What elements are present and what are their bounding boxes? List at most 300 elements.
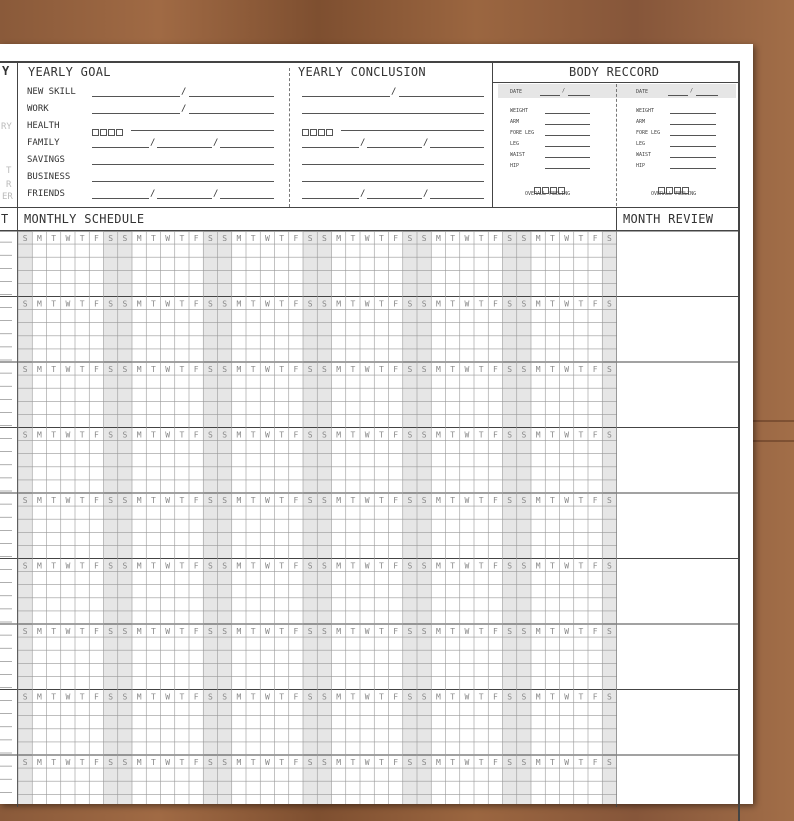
- day-letter: W: [364, 758, 370, 767]
- day-letter: W: [464, 234, 470, 243]
- day-letter: W: [65, 234, 71, 243]
- day-letter: S: [307, 758, 313, 767]
- day-letter: W: [364, 561, 370, 571]
- day-letter: W: [564, 234, 570, 243]
- day-letter: W: [65, 365, 71, 374]
- day-letter: T: [578, 234, 584, 243]
- day-letter: M: [336, 758, 342, 767]
- day-letter: T: [150, 234, 156, 243]
- day-letter: F: [592, 299, 598, 309]
- day-letter: M: [535, 299, 541, 309]
- day-letter: T: [279, 496, 285, 505]
- day-letter: F: [393, 561, 399, 571]
- day-letter: T: [79, 365, 85, 374]
- day-letter: T: [79, 430, 85, 440]
- day-letter: W: [364, 365, 370, 374]
- day-letter: S: [108, 299, 114, 309]
- yearly-goal-title: YEARLY GOAL: [28, 65, 111, 79]
- day-letter: S: [307, 561, 313, 571]
- day-letter: S: [507, 496, 513, 505]
- day-letter: W: [165, 561, 171, 571]
- day-letter: S: [521, 299, 527, 309]
- day-letter: T: [350, 692, 356, 702]
- day-letter: S: [122, 234, 128, 243]
- day-letter: M: [136, 627, 142, 636]
- day-letter: W: [364, 627, 370, 636]
- day-letter: M: [336, 627, 342, 636]
- day-letter: S: [108, 561, 114, 571]
- day-letter: T: [250, 234, 256, 243]
- day-letter: T: [478, 561, 484, 571]
- left-title-fragment: Y: [2, 64, 10, 78]
- day-letter: T: [450, 561, 456, 571]
- measure-arm: ARM: [510, 119, 520, 125]
- day-letter: T: [578, 692, 584, 702]
- day-letter: W: [564, 627, 570, 636]
- day-letter: T: [478, 234, 484, 243]
- day-letter: F: [492, 430, 498, 440]
- day-letter: W: [264, 234, 270, 243]
- day-letter: M: [236, 299, 242, 309]
- day-letter: M: [435, 234, 441, 243]
- day-letter: T: [450, 692, 456, 702]
- day-letter: T: [478, 496, 484, 505]
- date-sep: /: [562, 88, 566, 94]
- day-letter: T: [478, 365, 484, 374]
- day-letter: T: [549, 692, 555, 702]
- day-letter: M: [535, 365, 541, 374]
- day-letter: T: [79, 561, 85, 571]
- day-letter: M: [435, 627, 441, 636]
- day-letter: T: [378, 299, 384, 309]
- day-letter: T: [51, 692, 57, 702]
- day-letter: W: [364, 430, 370, 440]
- body-record-title: BODY RECCORD: [569, 65, 660, 79]
- day-letter: T: [578, 627, 584, 636]
- day-letter: T: [279, 758, 285, 767]
- day-letter: T: [549, 430, 555, 440]
- day-letter: S: [407, 561, 413, 571]
- day-letter: T: [478, 430, 484, 440]
- day-letter: S: [521, 561, 527, 571]
- day-letter: S: [122, 561, 128, 571]
- day-letter: F: [293, 234, 299, 243]
- day-letter: S: [22, 692, 28, 702]
- day-letter: T: [450, 496, 456, 505]
- goal-sep: /: [150, 189, 156, 199]
- overall-feeling-label: OVERALL FEELING: [525, 191, 571, 197]
- day-letter: T: [350, 430, 356, 440]
- day-letter: W: [364, 496, 370, 505]
- day-letter: M: [136, 234, 142, 243]
- day-letter: M: [535, 692, 541, 702]
- day-letter: F: [492, 496, 498, 505]
- day-letter: S: [407, 299, 413, 309]
- day-letter: T: [578, 365, 584, 374]
- day-letter: M: [435, 692, 441, 702]
- left-faint-fragment-3: R: [6, 180, 12, 190]
- conclusion-sep: /: [360, 138, 366, 148]
- day-letter: T: [51, 234, 57, 243]
- date-label: DATE: [636, 89, 649, 95]
- left-faint-fragment-1: RY: [1, 122, 12, 132]
- day-letter: T: [51, 627, 57, 636]
- day-letter: S: [407, 692, 413, 702]
- day-letter: W: [564, 365, 570, 374]
- day-letter: S: [108, 627, 114, 636]
- day-letter: M: [336, 561, 342, 571]
- day-letter: S: [321, 561, 327, 571]
- day-letter: T: [378, 496, 384, 505]
- day-letter: F: [293, 430, 299, 440]
- day-letter: F: [193, 234, 199, 243]
- date-label: DATE: [510, 89, 523, 95]
- measure-hip: HIP: [636, 163, 646, 169]
- day-letter: S: [321, 430, 327, 440]
- day-letter: M: [236, 234, 242, 243]
- day-letter: T: [549, 234, 555, 243]
- day-letter: F: [93, 561, 99, 571]
- day-letter: T: [478, 758, 484, 767]
- day-letter: S: [222, 365, 228, 374]
- day-letter: T: [51, 430, 57, 440]
- measure-leg: LEG: [636, 141, 646, 147]
- day-letter: T: [150, 365, 156, 374]
- day-letter: F: [193, 299, 199, 309]
- day-letter: W: [364, 234, 370, 243]
- day-letter: M: [36, 692, 42, 702]
- day-letter: S: [421, 692, 427, 702]
- day-letter: W: [165, 365, 171, 374]
- day-letter: T: [179, 758, 185, 767]
- goal-label-new-skill: NEW SKILL: [27, 87, 76, 97]
- goal-sep: /: [181, 87, 187, 97]
- day-letter: F: [592, 627, 598, 636]
- conclusion-sep: /: [423, 138, 429, 148]
- day-letter: W: [165, 627, 171, 636]
- date-sep: /: [690, 88, 694, 94]
- day-letter: F: [193, 430, 199, 440]
- day-letter: W: [264, 430, 270, 440]
- day-letter: S: [606, 758, 612, 767]
- day-letter: W: [564, 692, 570, 702]
- day-letter: T: [250, 561, 256, 571]
- day-letter: F: [93, 365, 99, 374]
- day-letter: S: [22, 758, 28, 767]
- day-letter: S: [108, 692, 114, 702]
- day-letter: T: [51, 365, 57, 374]
- day-letter: F: [293, 627, 299, 636]
- day-letter: T: [250, 365, 256, 374]
- day-letter: S: [108, 234, 114, 243]
- day-letter: F: [592, 496, 598, 505]
- day-letter: T: [79, 496, 85, 505]
- day-letter: M: [136, 430, 142, 440]
- day-letter: T: [350, 561, 356, 571]
- day-letter: F: [293, 561, 299, 571]
- day-letter: M: [236, 758, 242, 767]
- day-letter: M: [336, 692, 342, 702]
- day-letter: S: [22, 299, 28, 309]
- day-letter: T: [279, 234, 285, 243]
- day-letter: S: [122, 692, 128, 702]
- day-letter: S: [307, 692, 313, 702]
- day-letter: S: [507, 299, 513, 309]
- measure-leg: LEG: [510, 141, 520, 147]
- day-letter: M: [236, 627, 242, 636]
- day-letter: T: [179, 365, 185, 374]
- measure-hip: HIP: [510, 163, 520, 169]
- day-letter: F: [393, 430, 399, 440]
- day-letter: W: [165, 299, 171, 309]
- day-letter: S: [321, 365, 327, 374]
- goal-sep: /: [181, 104, 187, 114]
- day-letter: W: [564, 561, 570, 571]
- day-letter: T: [378, 430, 384, 440]
- day-letter: W: [165, 430, 171, 440]
- day-letter: W: [564, 496, 570, 505]
- day-letter: T: [350, 758, 356, 767]
- day-letter: F: [393, 365, 399, 374]
- day-letter: T: [350, 627, 356, 636]
- goal-sep: /: [213, 138, 219, 148]
- day-letter: F: [93, 430, 99, 440]
- day-letter: W: [364, 692, 370, 702]
- day-letter: M: [535, 234, 541, 243]
- day-letter: T: [150, 299, 156, 309]
- day-letter: S: [122, 627, 128, 636]
- day-letter: T: [79, 627, 85, 636]
- day-letter: S: [108, 430, 114, 440]
- goal-label-business: BUSINESS: [27, 172, 71, 182]
- day-letter: S: [521, 234, 527, 243]
- day-letter: T: [150, 692, 156, 702]
- day-letter: S: [207, 692, 213, 702]
- day-letter: W: [464, 692, 470, 702]
- goal-label-savings: SAVINGS: [27, 155, 65, 165]
- day-letter: M: [435, 430, 441, 440]
- day-letter: S: [321, 627, 327, 636]
- day-letter: F: [393, 234, 399, 243]
- day-letter: T: [51, 758, 57, 767]
- day-letter: T: [350, 365, 356, 374]
- planner-sheet: [0, 44, 753, 804]
- measure-fore-leg: FORE LEG: [636, 130, 661, 136]
- day-letter: T: [378, 758, 384, 767]
- day-letter: S: [207, 496, 213, 505]
- day-letter: S: [421, 496, 427, 505]
- day-letter: S: [321, 692, 327, 702]
- day-letter: F: [592, 365, 598, 374]
- day-letter: W: [264, 561, 270, 571]
- day-letter: W: [264, 299, 270, 309]
- day-letter: T: [450, 365, 456, 374]
- day-letter: S: [22, 365, 28, 374]
- day-letter: F: [393, 496, 399, 505]
- day-letter: W: [264, 365, 270, 374]
- day-letter: S: [108, 365, 114, 374]
- day-letter: S: [407, 496, 413, 505]
- day-letter: S: [222, 496, 228, 505]
- day-letter: W: [264, 692, 270, 702]
- day-letter: T: [179, 299, 185, 309]
- day-letter: S: [307, 365, 313, 374]
- day-letter: T: [549, 365, 555, 374]
- measure-waist: WAIST: [636, 152, 652, 158]
- day-letter: S: [521, 692, 527, 702]
- day-letter: M: [136, 692, 142, 702]
- day-letter: S: [407, 758, 413, 767]
- day-letter: M: [136, 299, 142, 309]
- day-letter: W: [464, 430, 470, 440]
- goal-sep: /: [213, 189, 219, 199]
- day-letter: T: [179, 234, 185, 243]
- day-letter: S: [421, 299, 427, 309]
- day-letter: W: [264, 758, 270, 767]
- day-letter: S: [222, 758, 228, 767]
- day-letter: F: [492, 234, 498, 243]
- day-letter: T: [250, 692, 256, 702]
- day-letter: W: [65, 561, 71, 571]
- day-letter: T: [279, 627, 285, 636]
- day-letter: S: [207, 627, 213, 636]
- day-letter: T: [578, 758, 584, 767]
- day-letter: S: [22, 234, 28, 243]
- day-letter: S: [606, 430, 612, 440]
- day-letter: F: [492, 692, 498, 702]
- day-letter: S: [421, 627, 427, 636]
- day-letter: F: [592, 758, 598, 767]
- day-letter: S: [122, 365, 128, 374]
- day-letter: T: [179, 692, 185, 702]
- day-letter: M: [435, 561, 441, 571]
- measure-weight: WEIGHT: [510, 108, 529, 114]
- day-letter: T: [79, 299, 85, 309]
- day-letter: W: [65, 299, 71, 309]
- day-letter: T: [179, 627, 185, 636]
- day-letter: S: [606, 234, 612, 243]
- day-letter: S: [307, 234, 313, 243]
- day-letter: S: [507, 561, 513, 571]
- day-letter: M: [136, 496, 142, 505]
- day-letter: S: [207, 561, 213, 571]
- day-letter: F: [492, 299, 498, 309]
- day-letter: T: [478, 299, 484, 309]
- day-letter: M: [236, 692, 242, 702]
- day-letter: S: [606, 692, 612, 702]
- day-letter: W: [564, 430, 570, 440]
- day-letter: M: [336, 299, 342, 309]
- day-letter: T: [79, 692, 85, 702]
- day-letter: M: [236, 496, 242, 505]
- day-letter: T: [350, 496, 356, 505]
- day-letter: S: [222, 234, 228, 243]
- day-letter: T: [250, 496, 256, 505]
- day-letter: F: [193, 758, 199, 767]
- day-letter: W: [65, 627, 71, 636]
- day-letter: S: [307, 299, 313, 309]
- day-letter: T: [150, 496, 156, 505]
- left-column-fragment: T: [1, 212, 9, 226]
- day-letter: M: [535, 430, 541, 440]
- day-letter: M: [136, 365, 142, 374]
- monthly-schedule-title: MONTHLY SCHEDULE: [24, 212, 145, 226]
- day-letter: S: [207, 299, 213, 309]
- day-letter: W: [165, 496, 171, 505]
- day-letter: F: [293, 692, 299, 702]
- day-letter: S: [321, 234, 327, 243]
- goal-label-family: FAMILY: [27, 138, 60, 148]
- day-letter: T: [279, 299, 285, 309]
- day-letter: M: [36, 430, 42, 440]
- day-letter: M: [336, 430, 342, 440]
- measure-weight: WEIGHT: [636, 108, 655, 114]
- day-letter: S: [108, 758, 114, 767]
- day-letter: F: [492, 365, 498, 374]
- day-letter: T: [578, 561, 584, 571]
- day-letter: T: [578, 299, 584, 309]
- day-letter: T: [179, 496, 185, 505]
- day-letter: W: [264, 496, 270, 505]
- day-letter: T: [450, 430, 456, 440]
- day-letter: S: [421, 234, 427, 243]
- day-letter: S: [122, 758, 128, 767]
- day-letter: S: [22, 496, 28, 505]
- day-letter: W: [264, 627, 270, 636]
- day-letter: F: [393, 692, 399, 702]
- day-letter: S: [521, 365, 527, 374]
- day-letter: T: [378, 365, 384, 374]
- day-letter: S: [321, 496, 327, 505]
- day-letter: S: [22, 627, 28, 636]
- day-letter: F: [393, 758, 399, 767]
- day-letter: M: [435, 758, 441, 767]
- day-letter: S: [207, 365, 213, 374]
- day-letter: W: [464, 365, 470, 374]
- day-letter: F: [93, 496, 99, 505]
- measure-arm: ARM: [636, 119, 646, 125]
- day-letter: F: [393, 627, 399, 636]
- day-letter: S: [521, 758, 527, 767]
- day-letter: S: [122, 299, 128, 309]
- day-letter: S: [321, 299, 327, 309]
- day-letter: T: [578, 496, 584, 505]
- day-letter: M: [236, 430, 242, 440]
- day-letter: F: [393, 299, 399, 309]
- day-letter: M: [236, 365, 242, 374]
- day-letter: S: [606, 365, 612, 374]
- day-letter: F: [592, 430, 598, 440]
- day-letter: W: [165, 234, 171, 243]
- day-letter: T: [378, 692, 384, 702]
- measure-waist: WAIST: [510, 152, 526, 158]
- day-letter: T: [549, 496, 555, 505]
- day-letter: T: [450, 758, 456, 767]
- day-letter: F: [193, 561, 199, 571]
- day-letter: S: [122, 430, 128, 440]
- conclusion-sep: /: [360, 189, 366, 199]
- day-letter: F: [93, 692, 99, 702]
- day-letter: S: [421, 758, 427, 767]
- day-letter: F: [592, 234, 598, 243]
- day-letter: S: [122, 496, 128, 505]
- goal-sep: /: [150, 138, 156, 148]
- day-letter: S: [507, 692, 513, 702]
- day-letter: T: [478, 627, 484, 636]
- day-letter: F: [193, 365, 199, 374]
- monthly-schedule-grid[interactable]: [0, 44, 753, 804]
- day-letter: M: [36, 365, 42, 374]
